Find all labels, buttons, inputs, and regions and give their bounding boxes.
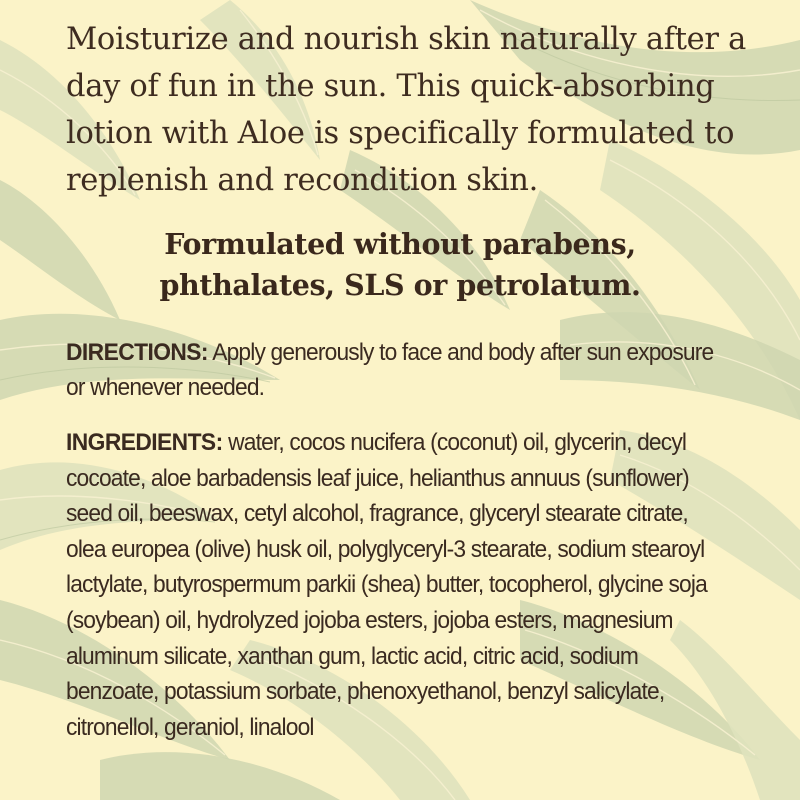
directions-heading: DIRECTIONS: [66,339,208,366]
directions-section [66,335,717,405]
formulation-claim-line-1: Formulated without parabens, [164,227,636,261]
formulation-claim-line-2: phthalates, SLS or petrolatum. [159,268,641,302]
product-description: Moisturize and nourish skin naturally after a day of fun in the sun. This quick-absorbing lotion with Aloe is specifically formulated to replenish and recondition skin. [66,22,746,198]
ingredients-section [66,425,717,745]
ingredients-heading: INGREDIENTS: [66,429,223,456]
formulation-claim [60,224,740,306]
directions-text: Apply generously to face and body after sun exposure or whenever needed. [66,339,714,401]
ingredients-text: water, cocos nucifera (coconut) oil, glycerin, decyl cocoate, aloe barbadensis leaf juice, helianthus annuus (sunflower) seed oil, beeswax, cetyl alcohol, fragrance, glyceryl stearate citrate, olea europea (olive) husk oil, polyglyceryl-3 stearate, sodium stearoyl lactylate, butyrospermum parkii (shea) butter, tocopherol, glycine soja (soybean) oil, hydrolyzed jojoba esters, jojoba esters, magnesium aluminum silicate, xanthan gum, lactic acid, citric acid, sodium benzoate, potassium sorbate, phenoxyethanol, benzyl salicylate, citronellol, geraniol, linalool [66,429,707,741]
